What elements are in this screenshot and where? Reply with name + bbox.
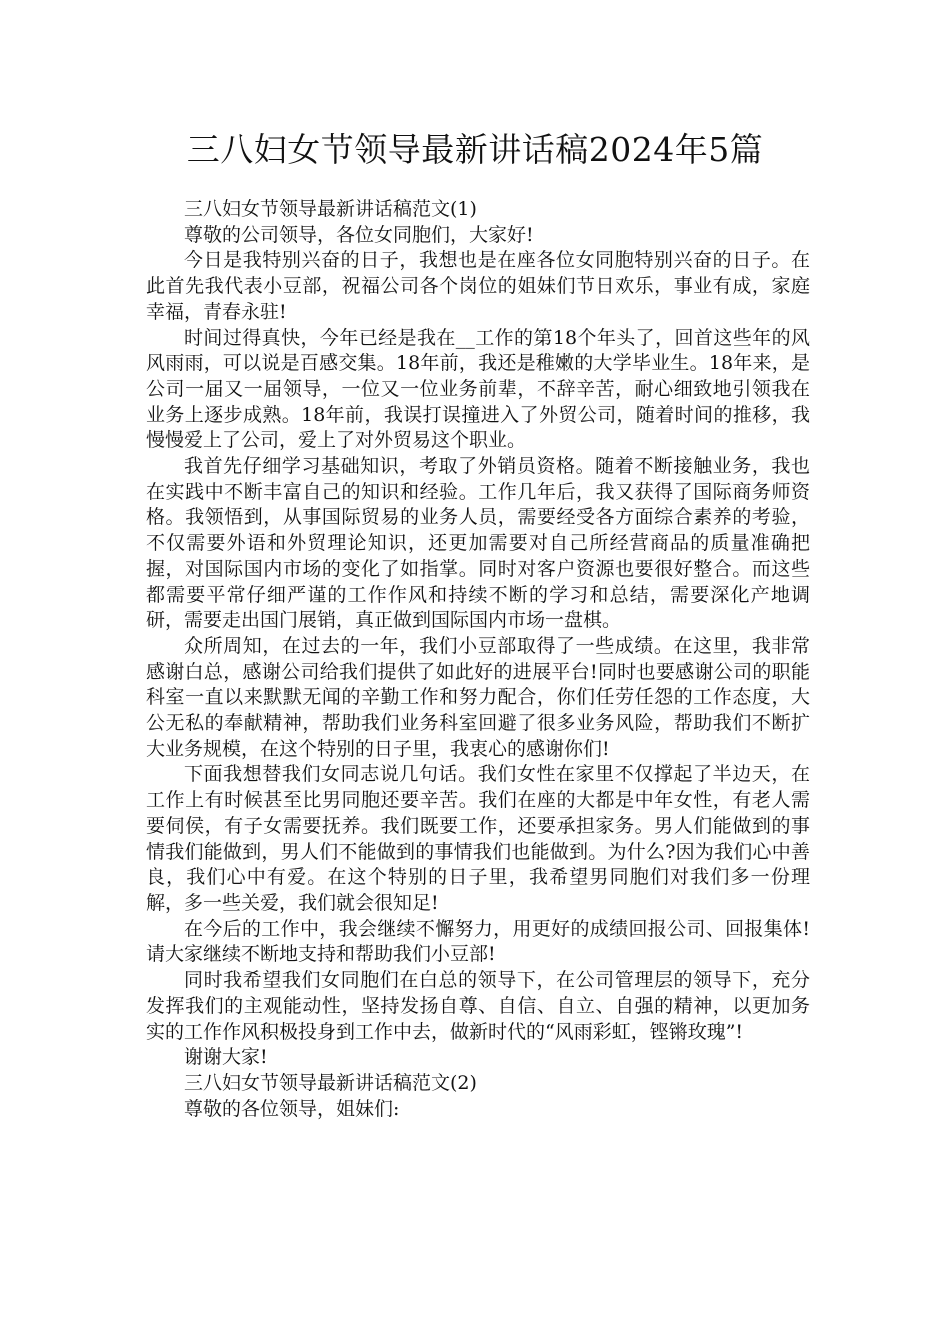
paragraph: 今日是我特别兴奋的日子，我想也是在座各位女同胞特别兴奋的日子。在此首先我代表小豆部，祝福公司各个岗位的姐妹们节日欢乐，事业有成，家庭幸福，青春永驻! [146, 249, 810, 323]
paragraph: 时间过得真快，今年已经是我在__工作的第18个年头了，回首这些年的风风雨雨，可以说是百感交集。18年前，我还是稚嫩的大学毕业生。18年来，是公司一届又一届领导，一位又一位业务前辈，不辞辛苦，耐心细致地引领我在业务上逐步成熟。18年前，我误打误撞进入了外贸公司，随着时间的推移，我慢慢爱上了公司，爱上了对外贸易这个职业。 [146, 326, 810, 452]
paragraph-greeting: 尊敬的公司领导，各位女同胞们，大家好! [184, 223, 534, 246]
paragraph: 同时我希望我们女同胞们在白总的领导下，在公司管理层的领导下，充分发挥我们的主观能动性，坚持发扬自尊、自信、自立、自强的精神，以更加务实的工作作风积极投身到工作中去，做新时代的“风雨彩虹，铿锵玫瑰”! [146, 969, 810, 1043]
paragraph: 下面我想替我们女同志说几句话。我们女性在家里不仅撑起了半边天，在工作上有时候甚至比男同胞还要辛苦。我们在座的大都是中年女性，有老人需要伺侯，有子女需要抚养。我们既要工作，还要承担家务。男人们能做到的事情我们能做到，男人们不能做到的事情我们也能做到。为什么?因为我们心中善良，我们心中有爱。在这个特别的日子里，我希望男同胞们对我们多一份理解，多一些关爱，我们就会很知足! [146, 763, 810, 914]
document-body [146, 197, 810, 1122]
paragraph: 在今后的工作中，我会继续不懈努力，用更好的成绩回报公司、回报集体!请大家继续不断地支持和帮助我们小豆部! [146, 917, 810, 966]
paragraph-greeting: 尊敬的各位领导，姐妹们: [184, 1097, 400, 1120]
paragraph-heading-1: 三八妇女节领导最新讲话稿范文(1) [184, 198, 477, 220]
paragraph: 众所周知，在过去的一年，我们小豆部取得了一些成绩。在这里，我非常感谢白总，感谢公司给我们提供了如此好的进展平台!同时也要感谢公司的职能科室一直以来默默无闻的辛勤工作和努力配合，你们任劳任怨的工作态度，大公无私的奉献精神，帮助我们业务科室回避了很多业务风险，帮助我们不断扩大业务规模，在这个特别的日子里，我衷心的感谢你们! [146, 634, 810, 760]
document-title: 三八妇女节领导最新讲话稿2024年5篇 [186, 130, 764, 169]
paragraph-thanks: 谢谢大家! [184, 1046, 268, 1069]
paragraph-heading-2: 三八妇女节领导最新讲话稿范文(2) [184, 1071, 477, 1094]
paragraph: 我首先仔细学习基础知识，考取了外销员资格。随着不断接触业务，我也在实践中不断丰富自己的知识和经验。工作几年后，我又获得了国际商务师资格。我领悟到，从事国际贸易的业务人员，需要经受各方面综合素养的考验，不仅需要外语和外贸理论知识，还更加需要对自己所经营商品的质量准确把握，对国际国内市场的变化了如指掌。同时对客户资源也要很好整合。而这些都需要平常仔细严谨的工作作风和持续不断的学习和总结，需要深化产地调研，需要走出国门展销，真正做到国际国内市场一盘棋。 [146, 455, 810, 632]
